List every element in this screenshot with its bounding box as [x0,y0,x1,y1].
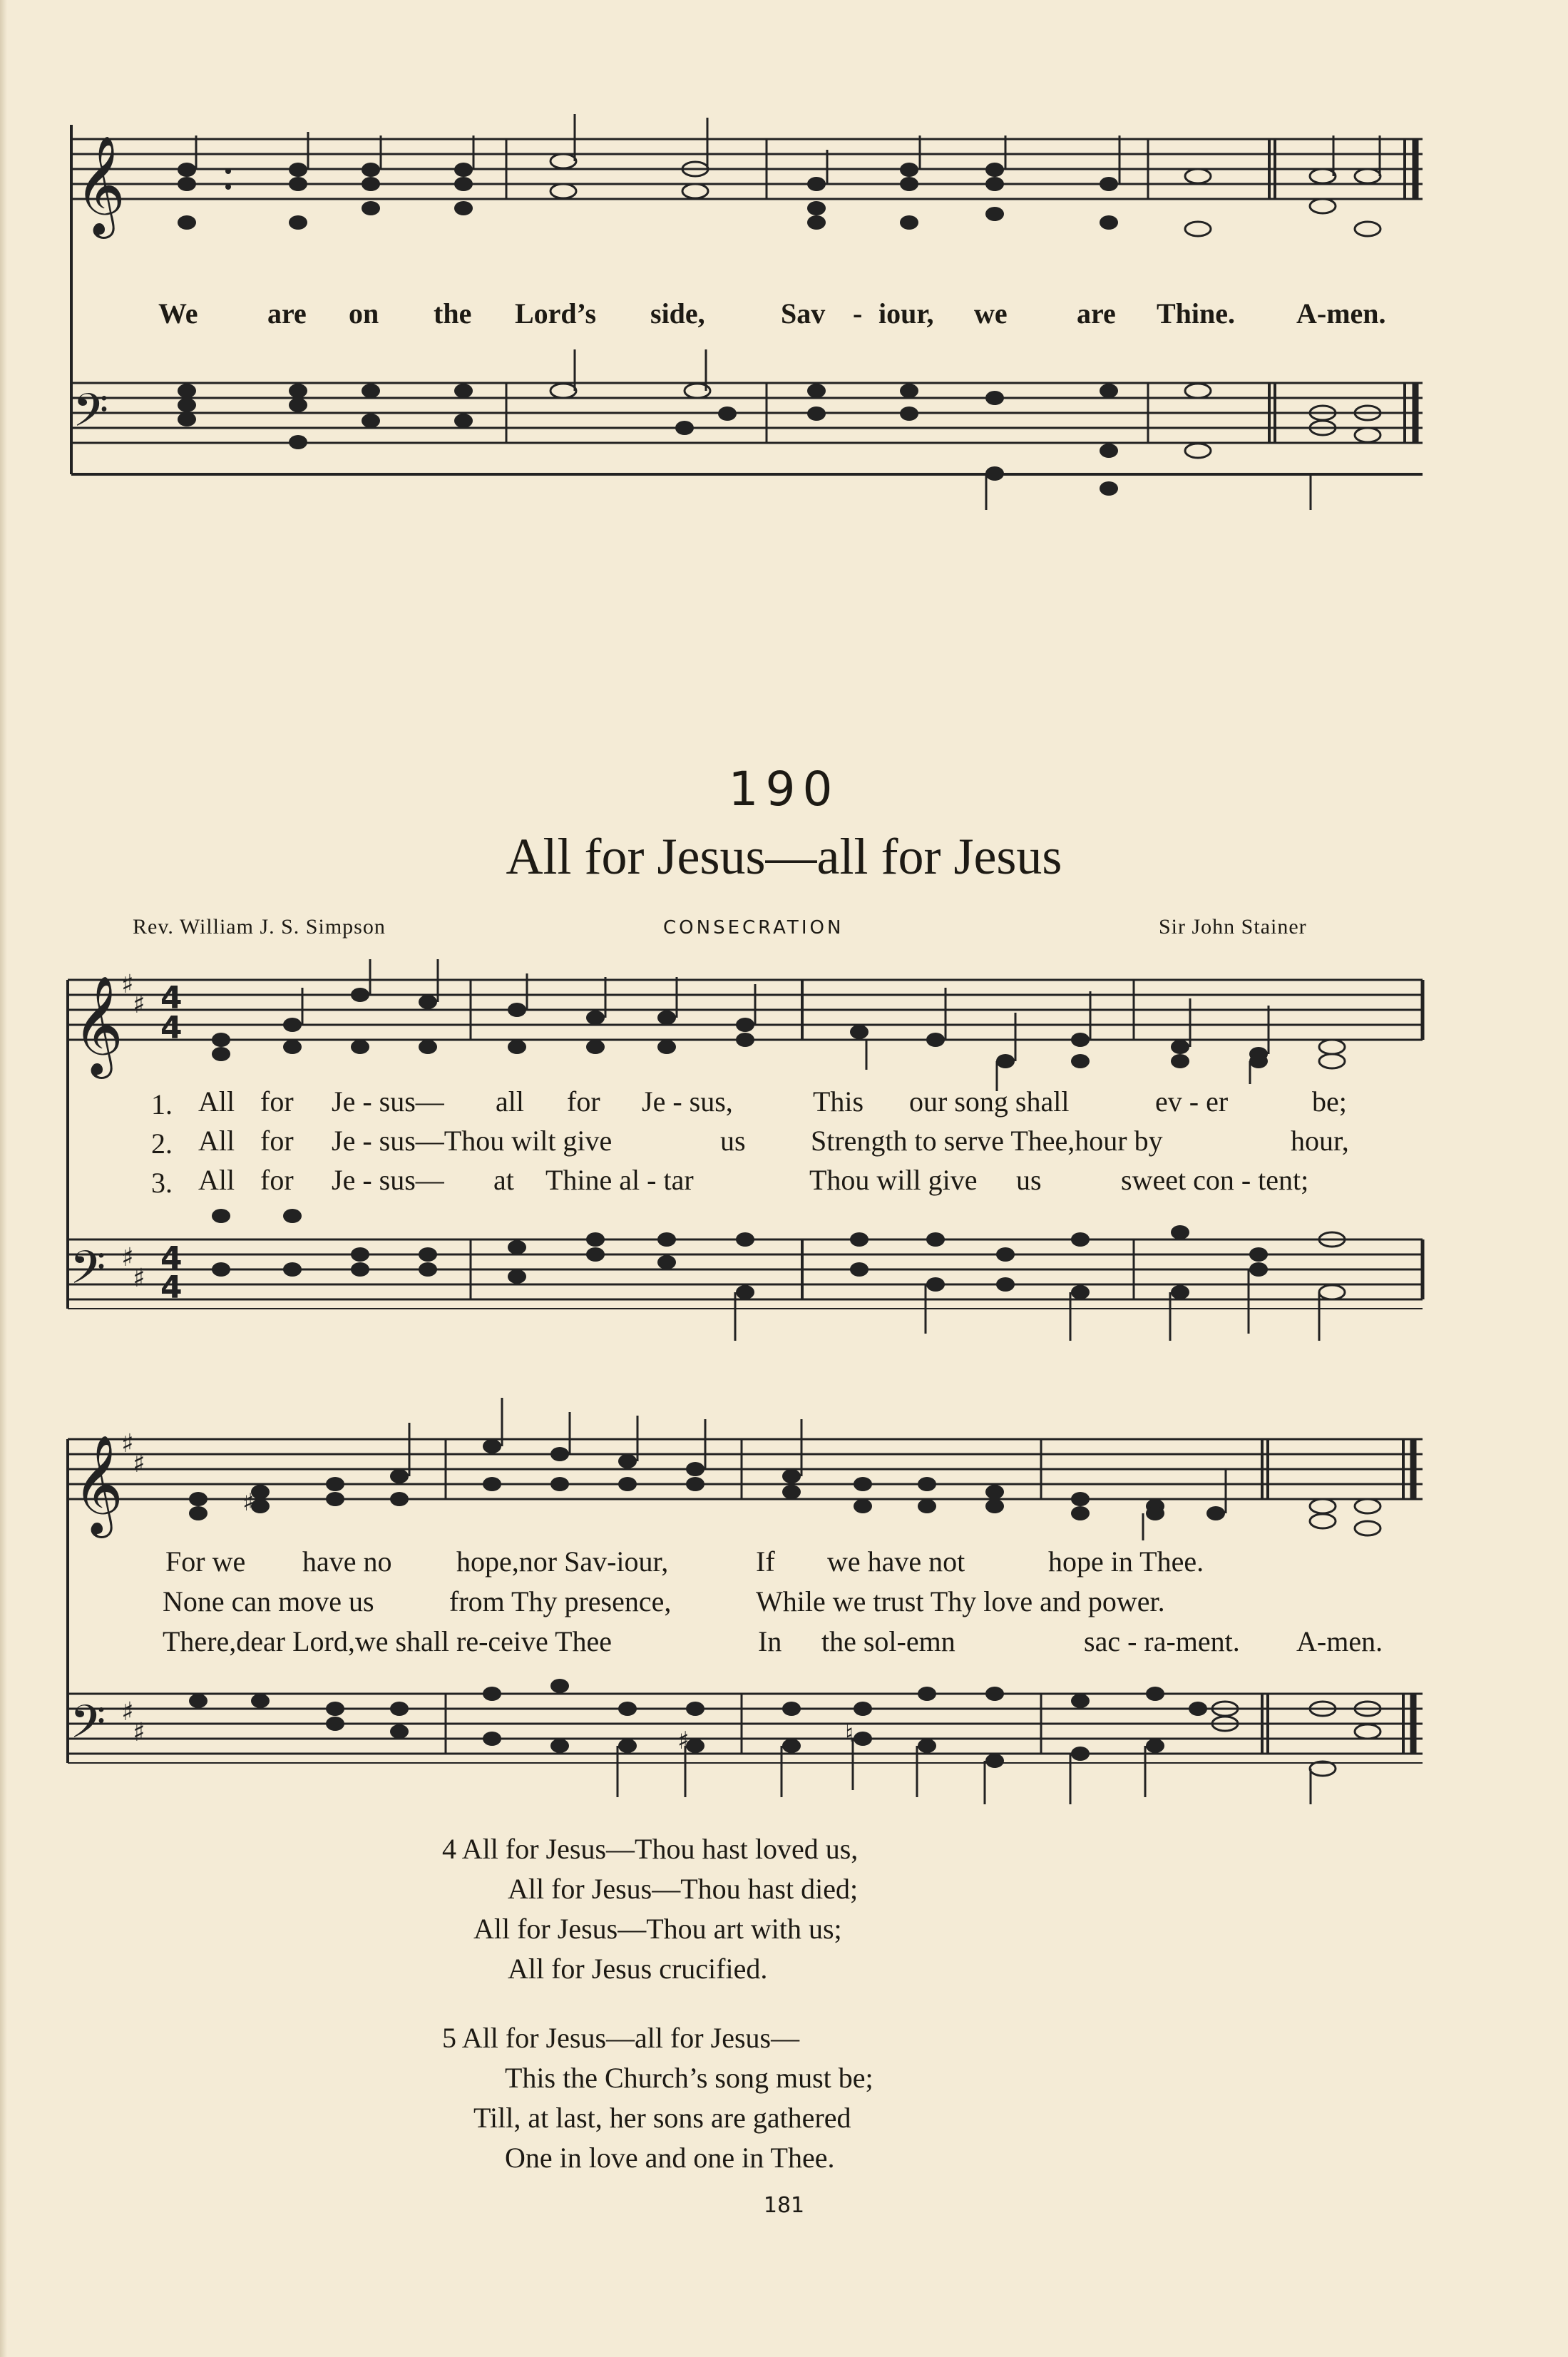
stanza-line: All for Jesus—Thou hast loved us, [461,1833,859,1865]
svg-text:4: 4 [160,1240,183,1277]
svg-text:𝄢: 𝄢 [73,384,109,449]
lyric-syllable: for [567,1085,600,1118]
stanza-line: All for Jesus—Thou art with us; [473,1913,842,1945]
verse-number: 3. [151,1167,173,1199]
lyric-syllable: In [758,1625,782,1657]
lyric-word: A-men. [1296,297,1386,329]
svg-text:𝄞: 𝄞 [73,976,123,1075]
lyric-syllable: have no [302,1545,392,1578]
lyric-syllable: A-men. [1296,1625,1383,1657]
stanza-number: 4 [442,1833,456,1865]
stanza-4 [442,1829,858,1989]
verse-number: 2. [151,1128,173,1160]
lyric-syllable: None can move us [163,1585,374,1617]
stanza-line: All for Jesus—all for Jesus— [461,2022,800,2054]
lyric-syllable: for [260,1164,294,1196]
stanza-line: All for Jesus crucified. [508,1953,768,1985]
lyric-word: Sav [781,297,826,329]
stanza-number: 5 [442,2022,456,2054]
lyric-syllable: Strength to serve Thee,hour by [811,1125,1163,1157]
lyric-syllable: While we trust Thy love and power. [756,1585,1165,1617]
lyric-syllable: There,dear Lord,we shall re-ceive Thee [163,1625,613,1657]
lyric-syllable: from Thy presence, [449,1585,672,1617]
tune-name: CONSECRATION [663,917,844,939]
lyric-syllable: ev - er [1155,1085,1229,1118]
page-number: 181 [763,2193,805,2218]
lyric-syllable: be; [1312,1085,1347,1118]
lyric-word: the [434,297,472,329]
stanza-5 [442,2018,873,2178]
svg-text:4: 4 [160,1269,183,1306]
lyric-syllable: us [720,1125,746,1157]
lyric-syllable: Je - sus— [332,1164,444,1196]
lyric-syllable: our song shall [909,1085,1070,1118]
svg-text:4: 4 [160,980,183,1016]
svg-text:𝄢: 𝄢 [70,1242,106,1306]
svg-text:♯: ♯ [121,1429,134,1458]
lyric-syllable: This [813,1085,864,1118]
lyric-word: we [974,297,1008,329]
hymn-number: 190 [728,762,840,817]
lyric-word: are [267,297,307,329]
author-credit: Rev. William J. S. Simpson [133,915,386,939]
svg-text:♯: ♯ [121,970,134,999]
svg-text:♯: ♯ [677,1727,690,1755]
lyric-syllable: for [260,1085,294,1118]
composer-credit: Sir John Stainer [1159,915,1307,939]
svg-text:𝄞: 𝄞 [75,136,125,235]
svg-text:♯: ♯ [133,1449,145,1478]
lyric-word: Lord’s [515,297,597,329]
lyric-syllable: us [1016,1164,1042,1196]
svg-text:𝄢: 𝄢 [70,1696,106,1760]
lyric-word: Thine. [1157,297,1236,329]
lyric-syllable: hope,nor Sav-iour, [456,1545,669,1578]
lyric-syllable: hour, [1291,1125,1349,1157]
stanza-line: Till, at last, her sons are gathered [473,2102,851,2134]
lyric-syllable: the sol-emn [821,1625,955,1657]
lyric-word: iour, [878,297,934,329]
lyric-word: side, [650,297,705,329]
lyric-syllable: All [198,1164,235,1196]
lyric-syllable: all [496,1085,524,1118]
lyric-word: - [853,297,863,329]
hymn-title: All for Jesus—all for Jesus [506,828,1062,885]
svg-text:♯: ♯ [242,1488,255,1517]
lyric-syllable: Je - sus— [332,1085,444,1118]
svg-text:♯: ♯ [133,990,145,1019]
lyric-syllable: for [260,1125,294,1157]
lyric-syllable: If [756,1545,775,1578]
lyric-word: We [158,297,198,329]
lyric-syllable: Thou will give [809,1164,978,1196]
lyric-syllable: sac - ra-ment. [1084,1625,1240,1657]
svg-text:4: 4 [160,1010,183,1046]
lyric-syllable: we have not [827,1545,965,1578]
svg-text:♯: ♯ [133,1264,145,1293]
svg-text:♯: ♯ [133,1718,145,1747]
lyric-syllable: Thine al - tar [545,1164,694,1196]
lyric-syllable: All [198,1125,235,1157]
lyric-syllable: Je - sus, [642,1085,733,1118]
svg-text:♯: ♯ [121,1697,134,1727]
svg-text:♯: ♯ [121,1243,134,1272]
stanza-line: All for Jesus—Thou hast died; [508,1873,859,1905]
lyric-syllable: hope in Thee. [1048,1545,1204,1578]
lyric-syllable: For we [165,1545,246,1578]
svg-text:♮: ♮ [845,1719,854,1748]
stanza-line: This the Church’s song must be; [505,2062,873,2094]
stanza-line: One in love and one in Thee. [505,2142,835,2174]
svg-text:𝄞: 𝄞 [73,1435,123,1534]
lyric-syllable: Je - sus—Thou wilt give [332,1125,613,1157]
lyric-syllable: All [198,1085,235,1118]
lyric-syllable: at [493,1164,514,1196]
lyric-word: are [1077,297,1116,329]
verse-number: 1. [151,1088,173,1120]
lyric-word: on [349,297,379,329]
lyric-syllable: sweet con - tent; [1121,1164,1309,1196]
